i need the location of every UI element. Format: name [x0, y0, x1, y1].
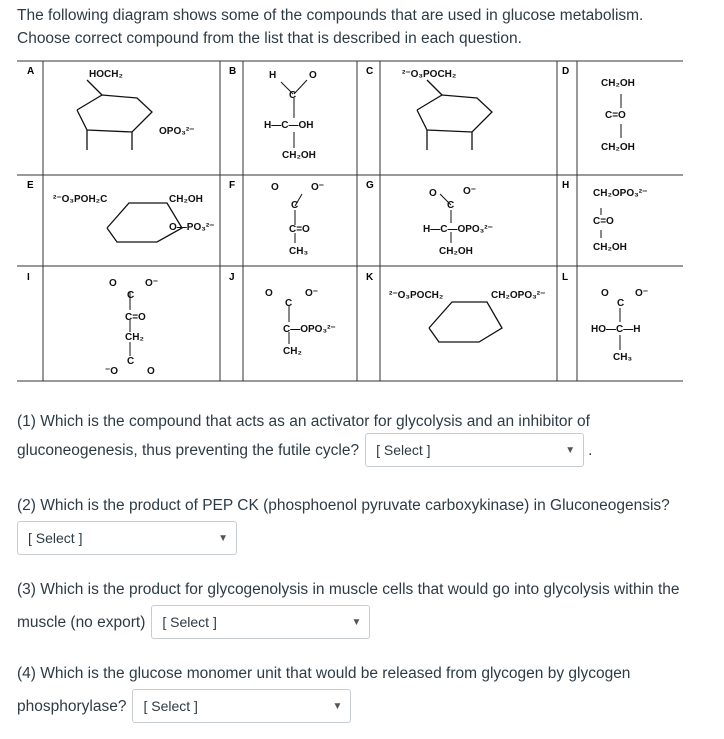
- compound-e-left: ²⁻O₃POH₂C: [53, 194, 108, 205]
- compound-i-c: C: [127, 290, 135, 301]
- compound-j-o-minus: O⁻: [305, 288, 319, 299]
- question-2: [17, 493, 707, 555]
- ring-a: [77, 80, 152, 150]
- question-1-text-a: (1) Which is the compound that acts as an activator for glycolysis and an inhibitor of: [17, 412, 590, 430]
- compound-j-o: O: [265, 288, 273, 299]
- chevron-down-icon: ▼: [351, 616, 362, 628]
- question-4-select-value: [ Select ]: [143, 697, 198, 714]
- intro-line-2: Choose correct compound from the list that is described in each question.: [17, 30, 522, 47]
- compound-b-ch2oh: CH₂OH: [282, 150, 316, 161]
- question-1-text-b: gluconeogenesis, thus preventing the futile cycle?: [17, 441, 360, 459]
- intro-line-1: The following diagram shows some of the compounds that are used in glucose metabolism.: [17, 7, 644, 24]
- cell-label-f: F: [229, 180, 236, 191]
- question-2-select-value: [ Select ]: [28, 529, 83, 546]
- compound-d-co: C=O: [605, 110, 626, 121]
- compound-b-hcoh: H—C—OH: [264, 120, 314, 131]
- ring-k: [429, 302, 502, 342]
- question-3: [17, 577, 707, 639]
- question-2-select[interactable]: [17, 521, 237, 555]
- cell-label-g: G: [366, 180, 374, 191]
- question-4-text-a: (4) Which is the glucose monomer unit that would be released from glycogen by glycogen: [17, 664, 631, 682]
- ring-c: [417, 80, 492, 150]
- cell-label-c: C: [366, 66, 374, 77]
- cell-label-a: A: [27, 66, 35, 77]
- compound-f-c: C: [291, 200, 299, 211]
- compound-i-co: C=O: [125, 312, 146, 323]
- question-1-select-value: [ Select ]: [376, 441, 431, 458]
- compound-j-copo3: C—OPO₃²⁻: [283, 324, 336, 335]
- compound-b-c: C: [289, 90, 297, 101]
- compound-i-c-bottom: C: [127, 356, 135, 367]
- compound-k-right: CH₂OPO₃²⁻: [491, 290, 546, 301]
- question-3-select-value: [ Select ]: [162, 613, 217, 630]
- compound-b-o: O: [309, 70, 317, 81]
- compound-h-ch2opo3: CH₂OPO₃²⁻: [593, 188, 648, 199]
- question-4: [17, 661, 707, 723]
- compound-a-opo3: OPO₃²⁻: [159, 126, 195, 137]
- compound-c-o3poch2: ²⁻O₃POCH₂: [402, 69, 457, 80]
- compound-f-ch3: CH₃: [289, 246, 309, 257]
- chevron-down-icon: ▼: [332, 700, 343, 712]
- compound-e-opo3: O—PO₃²⁻: [169, 222, 215, 233]
- question-2-text-a: (2) Which is the product of PEP CK (phosphoenol pyruvate carboxykinase) in Gluconeogensis?: [17, 496, 670, 514]
- compound-j-ch2: CH₂: [283, 346, 302, 357]
- compound-f-o-minus: O⁻: [311, 182, 325, 193]
- compound-l-o-minus: O⁻: [635, 288, 649, 299]
- compound-g-c: C: [447, 200, 455, 211]
- compound-i-o-bottom: O: [147, 366, 155, 377]
- intro-text: [17, 4, 717, 50]
- question-1-trail: .: [588, 441, 593, 459]
- compound-h-co: C=O: [593, 216, 614, 227]
- cell-label-h: H: [562, 180, 570, 191]
- chevron-down-icon: ▼: [565, 444, 576, 456]
- cell-label-b: B: [229, 66, 237, 77]
- compound-l-o: O: [601, 288, 609, 299]
- compound-d-ch2oh-bottom: CH₂OH: [601, 142, 635, 153]
- question-1: [17, 409, 707, 467]
- compound-k-left: ²⁻O₃POCH₂: [389, 290, 444, 301]
- question-3-text-b: muscle (no export): [17, 613, 146, 631]
- cell-label-d: D: [562, 66, 570, 77]
- compound-f-co: C=O: [289, 224, 310, 235]
- question-1-select[interactable]: [365, 433, 584, 467]
- compound-j-c: C: [285, 298, 293, 309]
- chevron-down-icon: ▼: [218, 532, 228, 544]
- compound-g-o: O: [429, 188, 437, 199]
- compound-b-h: H: [269, 70, 277, 81]
- question-3-text-a: (3) Which is the product for glycogenolysis in muscle cells that would go into glycolysis within the: [17, 580, 680, 598]
- question-4-select[interactable]: [132, 689, 351, 723]
- cell-label-l: L: [562, 272, 569, 283]
- compound-e-right: CH₂OH: [169, 194, 203, 205]
- compound-d-ch2oh-top: CH₂OH: [601, 78, 635, 89]
- compound-i-o-minus-bottom: ⁻O: [105, 366, 119, 377]
- question-3-select[interactable]: [151, 605, 370, 639]
- compound-i-ch2: CH₂: [125, 332, 144, 343]
- compound-i-o: O: [109, 278, 117, 289]
- cell-label-e: E: [27, 180, 34, 191]
- cell-label-k: K: [366, 272, 374, 283]
- cell-label-i: I: [27, 272, 30, 283]
- grid-lines: [17, 60, 683, 382]
- compound-grid: [17, 60, 683, 382]
- compound-l-hoch: HO—C—H: [591, 324, 641, 335]
- compound-g-hcopo3: H—C—OPO₃²⁻: [423, 224, 493, 235]
- compound-g-ch2oh: CH₂OH: [439, 246, 473, 257]
- compound-i-o-minus: O⁻: [145, 278, 159, 289]
- question-4-text-b: phosphorylase?: [17, 697, 127, 715]
- compound-h-ch2oh: CH₂OH: [593, 242, 627, 253]
- compound-l-c: C: [617, 298, 625, 309]
- compound-g-o-minus: O⁻: [463, 186, 477, 197]
- compound-a-hoch2: HOCH₂: [89, 69, 123, 80]
- compound-f-o: O: [271, 182, 279, 193]
- cell-label-j: J: [229, 272, 235, 283]
- compound-l-ch3: CH₃: [613, 352, 633, 363]
